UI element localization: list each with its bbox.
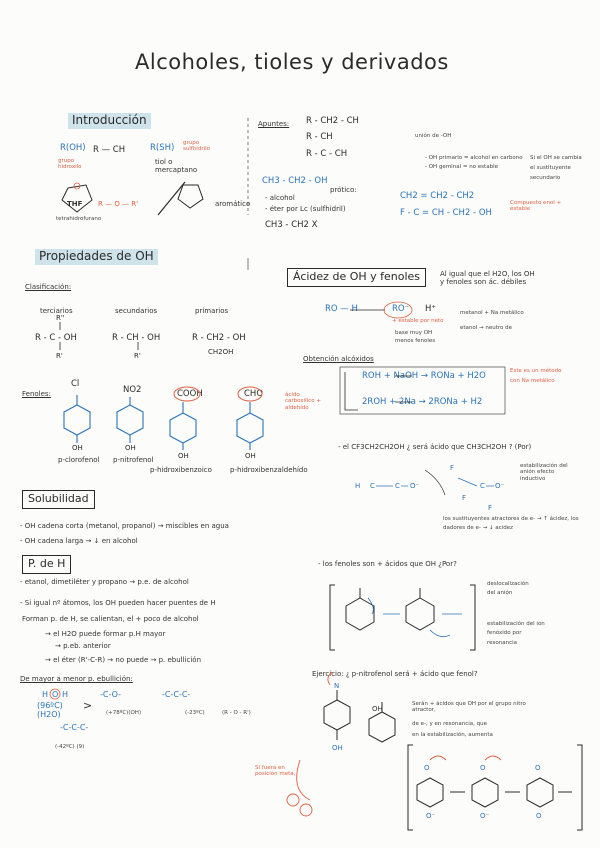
svg-text:H: H [42, 690, 49, 699]
obtencion-label: Obtención alcóxidos [303, 355, 374, 363]
apuntes-diol: CH2 = CH2 - CH2 [400, 191, 475, 201]
apuntes-reaction: CH3 - CH2 - OH [262, 176, 328, 186]
svg-text:H: H [62, 690, 69, 699]
apuntes-label: Apuntes: [258, 120, 290, 128]
svg-text:C: C [395, 482, 400, 490]
pdeh-line-4: → el H2O puede formar p.H mayor [45, 630, 166, 638]
svg-text:CH2OH: CH2OH [208, 348, 234, 356]
pdeh-line-3: Forman p. de H, se calientan, el + poco de alcohol [22, 615, 199, 623]
pdeh-cmp-3: (+78ºC)(OH) [106, 710, 142, 716]
svg-text:R'': R'' [56, 314, 65, 322]
acidez-ro-h: RO — H [325, 304, 358, 314]
intro-ether: R — O — R' [98, 200, 139, 208]
svg-text:O⁻: O⁻ [426, 812, 436, 820]
tipo-secundario: secundarios [115, 307, 158, 315]
fenol-top-no2: NO2 [123, 385, 142, 395]
intro-thf-label: tetrahidrofurano [56, 216, 102, 222]
svg-text:(H2O): (H2O) [37, 710, 61, 719]
fenol-acidez-note-2: estabilización del ion fenóxido por resonancia [487, 621, 545, 646]
apuntes-note-1: Si el OH se cambia [530, 155, 582, 161]
formula-secundario: R - CH - OH [112, 333, 161, 343]
obtencion-note-2: con Na metálico [510, 378, 555, 384]
fenol-label-cl: p-clorofenol [58, 456, 100, 464]
pdeh-line-1: - etanol, dimetiléter y propano → p.e. de alcohol [20, 578, 189, 586]
section-propiedades: Propiedades de OH [35, 249, 158, 265]
section-pdeh: P. de H [22, 555, 71, 574]
obtencion-line-1: ROH + NaOH → RONa + H2O [362, 371, 486, 381]
fenol-acidez-pregunta: - los fenoles son + ácidos que OH ¿Por? [318, 560, 457, 568]
ejercicio-oh: OH [372, 705, 383, 713]
svg-text:O⁻: O⁻ [495, 482, 505, 490]
apuntes-line-2: R - CH [306, 132, 333, 142]
clasificacion-label: Clasificación: [25, 283, 72, 291]
thf-ring-icon [62, 183, 92, 212]
pdeh-orden: De mayor a menor p. ebullición: [20, 675, 133, 683]
furan-ring-icon [178, 185, 203, 208]
acidez-side-1: metanol + Na metálico [460, 310, 524, 316]
apuntes-note-2: el sustituyente [530, 165, 571, 171]
fenol-label-cooh: p-hidroxibenzoico [150, 466, 212, 474]
apuntes-line-1: R - CH2 - CH [306, 116, 359, 126]
apuntes-line-3: R - C - CH [306, 149, 348, 159]
apuntes-label-3: - OH geminal = no estable [425, 164, 498, 170]
svg-text:O: O [424, 764, 430, 772]
acidez-note-3: menos fenoles [395, 338, 436, 344]
acidez-h-plus: H⁺ [425, 304, 436, 314]
svg-text:-C-O-: -C-O- [100, 690, 121, 699]
svg-text:O⁻: O⁻ [480, 812, 490, 820]
acidez-ro-minus: RO⁻ [392, 304, 410, 314]
svg-text:-C-C-C-: -C-C-C- [60, 723, 89, 732]
pdeh-line-6: → el éter (R'-C-R) → no puede → p. ebullición [45, 656, 202, 664]
acidez-intro: Al igual que el H2O, los OH y fenoles son ác. débiles [440, 270, 535, 287]
intro-aromatico: aromático [215, 200, 251, 208]
intro-roh: R(OH) [60, 143, 86, 153]
section-solubilidad: Solubilidad [22, 490, 95, 509]
intro-tiol: tiol o mercaptano [155, 158, 198, 175]
apuntes-list-2: - éter por Lc (sulfhidril) [265, 205, 346, 213]
pdeh-cmp-2: (-42ºC) (9) [55, 744, 85, 750]
svg-text:F: F [462, 494, 467, 502]
svg-text:O: O [536, 812, 542, 820]
svg-text:(96ºC): (96ºC) [37, 701, 63, 710]
apuntes-list-3: CH3 - CH2 X [265, 220, 318, 230]
intro-roh-label: grupo hidroxilo [58, 158, 82, 171]
svg-text:OH: OH [125, 444, 136, 452]
fenol-top-cho: CHO [244, 389, 264, 399]
acidez-sustituyentes: los sustituyentes atractores de e- → ↑ ácidez, los dadores de e- → ↓ acidez [443, 516, 579, 531]
pdeh-cmp-5: (R - O - R') [222, 710, 251, 716]
intro-rsh-label: grupo sulfhidrilo [183, 140, 211, 153]
ejercicio-red-note: Si fuera en posición meta, [255, 765, 296, 778]
svg-text:F: F [488, 504, 493, 512]
fenol-top-cl: Cl [71, 379, 80, 389]
svg-text:R': R' [56, 352, 63, 360]
fenoles-note: ácido carboxílico + aldehído [285, 392, 321, 411]
svg-text:OH: OH [245, 452, 256, 460]
tipo-primario: primarios [195, 307, 229, 315]
apuntes-note-red: Compuesto enol + estable [510, 200, 562, 213]
svg-text:O: O [52, 690, 59, 699]
pdeh-line-2: - Si igual nº átomos, los OH pueden hacer puentes de H [20, 599, 216, 607]
svg-text:OH: OH [332, 744, 343, 752]
ejercicio-note-2: de e-, y en resonancia, que [412, 721, 487, 727]
fenol-label-no2: p-nitrofenol [113, 456, 154, 464]
apuntes-enol: F - C = CH - CH2 - OH [400, 208, 492, 218]
section-ejercicio: Ejercicio: ¿ p-nitrofenol será + ácido que fenol? [312, 670, 478, 678]
intro-thf: THF [67, 200, 83, 208]
section-introduccion: Introducción [68, 113, 151, 129]
svg-text:R': R' [134, 352, 141, 360]
pdeh-cmp-1: > [83, 699, 93, 712]
acidez-pregunta: - el CF3CH2CH2OH ¿ será ácido que CH3CH2OH ? (Por) [338, 443, 532, 451]
formula-terciario: R - C - OH [35, 333, 77, 343]
svg-text:N: N [334, 682, 340, 690]
acidez-side-2: etanol → neutro de [460, 325, 513, 331]
fenol-acidez-note-1: deslocalización del anión [487, 581, 529, 597]
formula-primario: R - CH2 - OH [192, 333, 246, 343]
apuntes-list-1: - alcohol [265, 194, 295, 202]
pdeh-line-5: → p.eb. anterior [55, 642, 111, 650]
ejercicio-note-3: en la estabilización, aumenta [412, 732, 493, 738]
fenol-label-cho: p-hidroxibenzaldehído [230, 466, 308, 474]
obtencion-note-1: Este es un método [510, 368, 562, 374]
solubilidad-line-1: - OH cadena corta (metanol, propanol) → miscibles en agua [20, 522, 229, 530]
page-title: Alcoholes, tioles y derivados [135, 50, 449, 74]
svg-text:O⁻: O⁻ [410, 482, 420, 490]
ejercicio-note-1: Serán + ácidos que OH por el grupo nitro atractor, [412, 701, 526, 714]
apuntes-label-1: unión de -OH [415, 133, 452, 139]
svg-text:OH: OH [72, 444, 83, 452]
acidez-note-2: base muy OH [395, 330, 433, 336]
fenol-top-cooh: COOH [177, 389, 203, 399]
intro-rsh: R(SH) [150, 143, 175, 153]
acidez-estab: estabilización del anión efecto inductivo [520, 463, 568, 482]
tipo-terciario: terciarios [40, 307, 73, 315]
svg-text:OH: OH [178, 452, 189, 460]
intro-ch-oh: R — CH [93, 145, 126, 155]
svg-text:-C-C-C-: -C-C-C- [162, 690, 191, 699]
obtencion-line-2: 2ROH + 2Na → 2RONa + H2 [362, 397, 483, 407]
svg-text:C: C [480, 482, 485, 490]
svg-text:F: F [450, 464, 455, 472]
acidez-note-1: + estable por neto [392, 318, 444, 324]
apuntes-label-2: - OH primario = alcohol en carbono [425, 155, 523, 161]
svg-text:O: O [535, 764, 541, 772]
section-acidez: Ácidez de OH y fenoles [287, 268, 426, 287]
svg-text:O: O [480, 764, 486, 772]
fenoles-label: Fenoles: [22, 390, 51, 398]
solubilidad-line-2: - OH cadena larga → ↓ en alcohol [20, 537, 138, 545]
svg-text:H: H [355, 482, 361, 490]
apuntes-products: prótico: [330, 186, 357, 194]
svg-text:C: C [370, 482, 375, 490]
pdeh-cmp-4: (-23ºC) [185, 710, 205, 716]
apuntes-note-3: secundario [530, 175, 561, 181]
